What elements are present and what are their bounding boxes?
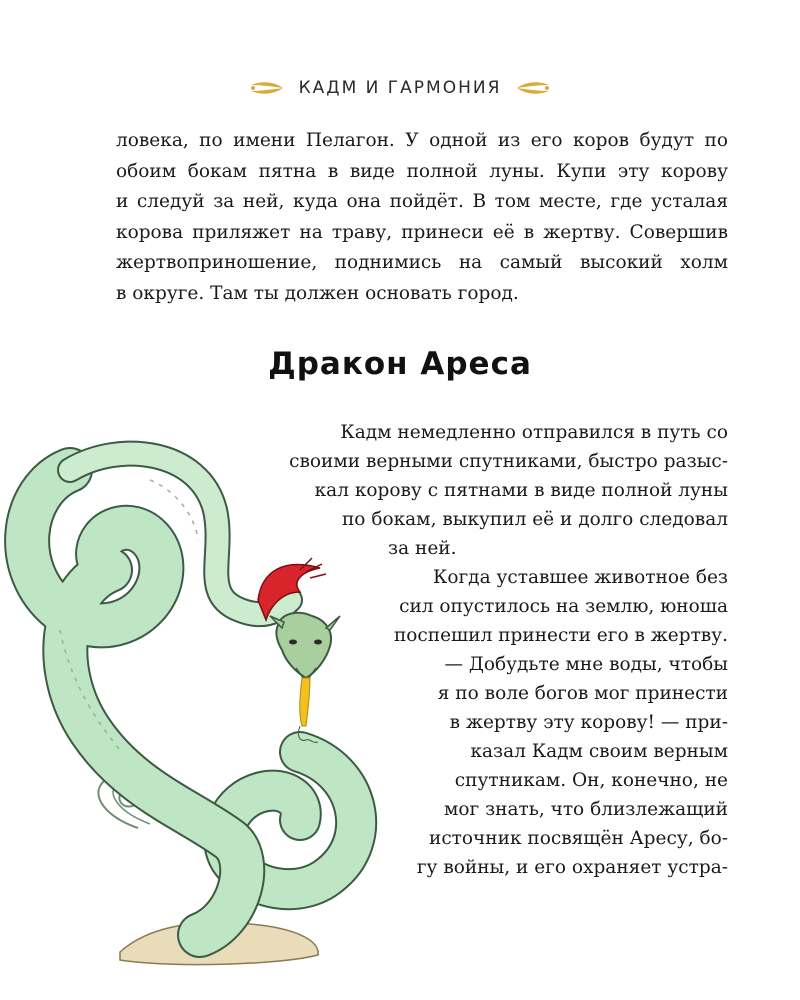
paragraph-line: — Добудьте мне воды, чтобы — [444, 654, 728, 675]
paragraph-line: за ней. — [388, 538, 457, 559]
paragraph-line: я по воле богов мог принести — [437, 683, 728, 704]
paragraph-line: и следуй за ней, куда она пойдёт. В том месте, где усталая — [116, 191, 728, 212]
running-header — [0, 78, 800, 98]
paragraph-line: кал корову с пятнами в виде полной луны — [314, 480, 728, 501]
running-title: КАДМ И ГАРМОНИЯ — [298, 78, 502, 98]
paragraph-line: сил опустилось на землю, юноша — [399, 596, 728, 617]
left-ornament-icon — [249, 80, 283, 96]
section-title: Дракон Ареса — [268, 346, 532, 382]
paragraph-line: Когда уставшее животное без — [433, 567, 728, 588]
paragraph-line: обоим бокам пятна в виде полной луны. Купи эту корову — [116, 160, 728, 182]
paragraph-line: ловека, по имени Пелагон. У одной из его коров будут по — [116, 130, 728, 151]
paragraph-top — [116, 126, 728, 309]
paragraph-line: по бокам, выкупил её и долго следовал — [341, 509, 728, 530]
paragraph-line: гу войны, и его охраняет устра- — [416, 857, 728, 878]
paragraph-line: жертвоприношение, поднимись на самый высокий холм — [116, 252, 728, 273]
paragraph-line: поспешил принести его в жертву. — [393, 625, 728, 646]
paragraph-line: казал Кадм своим верным — [470, 741, 728, 762]
paragraph-line: корова приляжет на траву, принеси её в жертву. Совершив — [116, 221, 728, 243]
paragraph-line: в округе. Там ты должен основать город. — [116, 282, 519, 304]
paragraph-main — [228, 418, 728, 882]
right-ornament-icon — [517, 80, 551, 96]
paragraph-line: в жертву эту корову! — при- — [449, 712, 728, 733]
paragraph-line: мог знать, что близлежащий — [443, 799, 728, 820]
paragraph-line: своими верными спутниками, быстро разыс- — [289, 451, 728, 472]
paragraph-line: спутникам. Он, конечно, не — [454, 770, 728, 791]
paragraph-line: источник посвящён Аресу, бо- — [428, 828, 728, 849]
paragraph-line: Кадм немедленно отправился в путь со — [340, 422, 728, 443]
